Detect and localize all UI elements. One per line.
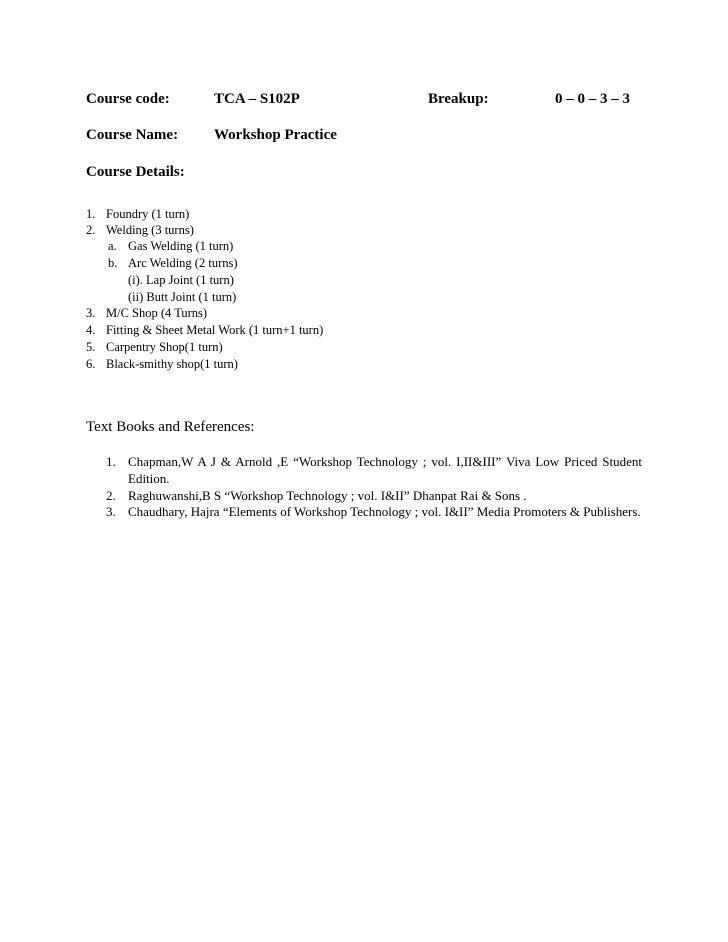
list-marker: 1. <box>86 207 96 221</box>
reference-marker: 1. <box>106 454 116 469</box>
list-item: Foundry (1 turn) <box>106 207 190 221</box>
list-marker: 4. <box>86 323 96 337</box>
reference-marker: 3. <box>106 504 116 519</box>
sub-list-item: Arc Welding (2 turns) <box>128 256 238 270</box>
sub-sub-list-item: (ii) Butt Joint (1 turn) <box>128 290 237 304</box>
reference-item: Chaudhary, Hajra “Elements of Workshop Technology ; vol. I&II” Media Promoters & Publishers. <box>128 504 641 519</box>
reference-item: Raghuwanshi,B S “Workshop Technology ; vol. I&II” Dhanpat Rai & Sons . <box>128 488 527 503</box>
list-item: M/C Shop (4 Turns) <box>106 306 208 320</box>
list-marker: 3. <box>86 306 96 320</box>
list-item: Black-smithy shop(1 turn) <box>106 357 238 371</box>
list-marker: 5. <box>86 340 96 354</box>
course-code-value: TCA – S102P <box>214 91 300 107</box>
course-name-value: Workshop Practice <box>214 127 337 143</box>
list-item: Fitting & Sheet Metal Work (1 turn+1 turn) <box>106 323 324 337</box>
list-marker: 2. <box>86 223 96 237</box>
list-marker: 6. <box>86 357 96 371</box>
sub-list-marker: a. <box>108 239 117 253</box>
reference-item: Chapman,W A J & Arnold ,E “Workshop Technology ; vol. I,II&III” Viva Low Priced Student Edition. <box>128 454 642 486</box>
course-code-label: Course code: <box>86 91 170 107</box>
course-name-label: Course Name: <box>86 127 179 143</box>
sub-sub-list-item: (i). Lap Joint (1 turn) <box>128 273 234 287</box>
list-item: Welding (3 turns) <box>106 223 194 237</box>
sub-list-marker: b. <box>108 256 118 270</box>
breakup-value: 0 – 0 – 3 – 3 <box>555 91 630 107</box>
breakup-label: Breakup: <box>428 91 489 107</box>
list-item: Carpentry Shop(1 turn) <box>106 340 223 354</box>
reference-marker: 2. <box>106 488 116 503</box>
references-heading: Text Books and References: <box>86 419 255 435</box>
course-details-heading: Course Details: <box>86 164 185 180</box>
sub-list-item: Gas Welding (1 turn) <box>128 239 234 253</box>
